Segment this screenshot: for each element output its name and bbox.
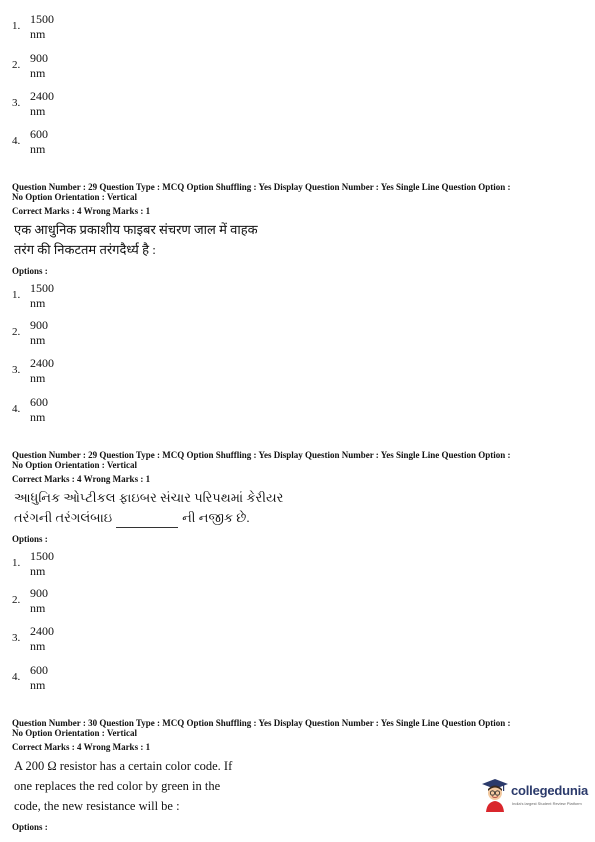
option-value: 1500 nm bbox=[30, 549, 54, 578]
collegedunia-logo bbox=[481, 777, 591, 817]
option-number: 3. bbox=[12, 97, 21, 109]
option-value: 900 nm bbox=[30, 586, 48, 615]
option-value: 600 nm bbox=[30, 127, 48, 156]
option-value: 2400 nm bbox=[30, 624, 54, 653]
meta-line: No Option Orientation : Vertical bbox=[12, 192, 137, 202]
option-value: 1500 nm bbox=[30, 12, 54, 41]
question-text bbox=[14, 220, 258, 260]
question-meta bbox=[12, 182, 587, 202]
question-text-fragment: તરંગની તરંગલંબાઇ bbox=[14, 510, 113, 525]
option-value: 600 nm bbox=[30, 395, 48, 424]
option-number: 2. bbox=[12, 594, 21, 606]
answer-blank bbox=[116, 513, 178, 528]
option-number: 4. bbox=[12, 135, 21, 147]
option-number: 3. bbox=[12, 632, 21, 644]
meta-line: Question Number : 30 Question Type : MCQ Option Shuffling : Yes Display Question Number : Yes Single Line Question Option : bbox=[12, 718, 511, 728]
option-value: 2400 nm bbox=[30, 356, 54, 385]
option-number: 1. bbox=[12, 20, 21, 32]
option-value: 1500 nm bbox=[30, 281, 54, 310]
question-text-fragment: ની નજીક છે. bbox=[182, 510, 250, 525]
option-number: 4. bbox=[12, 671, 21, 683]
student-avatar-icon bbox=[481, 777, 509, 813]
options-label: Options : bbox=[12, 266, 48, 276]
option-value: 900 nm bbox=[30, 318, 48, 347]
option-value: 600 nm bbox=[30, 663, 48, 692]
question-marks: Correct Marks : 4 Wrong Marks : 1 bbox=[12, 206, 151, 216]
meta-line: No Option Orientation : Vertical bbox=[12, 728, 137, 738]
meta-line: Question Number : 29 Question Type : MCQ Option Shuffling : Yes Display Question Number : Yes Single Line Question Option : bbox=[12, 450, 511, 460]
question-text bbox=[14, 756, 232, 816]
option-value: 900 nm bbox=[30, 51, 48, 80]
option-number: 4. bbox=[12, 403, 21, 415]
question-text-line: एक आधुनिक प्रकाशीय फाइबर संचरण जाल में वाहक bbox=[14, 222, 258, 237]
question-text-line: code, the new resistance will be : bbox=[14, 799, 180, 813]
brand-name: collegedunia bbox=[511, 783, 589, 798]
question-text-line: तरंग की निकटतम तरंगदैर्ध्य है : bbox=[14, 242, 156, 257]
option-number: 1. bbox=[12, 557, 21, 569]
options-label: Options : bbox=[12, 534, 48, 544]
options-label: Options : bbox=[12, 822, 48, 832]
question-text-line bbox=[14, 508, 283, 528]
question-text-line: one replaces the red color by green in the bbox=[14, 779, 221, 793]
meta-line: No Option Orientation : Vertical bbox=[12, 460, 137, 470]
question-text-line: આધુનિક ઓપ્ટીકલ ફાઇબર સંચાર પરિપથમાં કેરીયર bbox=[14, 490, 284, 505]
question-marks: Correct Marks : 4 Wrong Marks : 1 bbox=[12, 742, 151, 752]
option-value: 2400 nm bbox=[30, 89, 54, 118]
option-number: 2. bbox=[12, 59, 21, 71]
question-meta bbox=[12, 718, 587, 738]
option-number: 1. bbox=[12, 289, 21, 301]
question-meta bbox=[12, 450, 587, 470]
question-text bbox=[14, 488, 283, 528]
meta-line: Question Number : 29 Question Type : MCQ Option Shuffling : Yes Display Question Number : Yes Single Line Question Option : bbox=[12, 182, 511, 192]
brand-tagline: India's largest Student Review Platform bbox=[512, 801, 582, 806]
option-number: 2. bbox=[12, 326, 21, 338]
question-text-line: A 200 Ω resistor has a certain color code. If bbox=[14, 759, 233, 773]
option-number: 3. bbox=[12, 364, 21, 376]
question-marks: Correct Marks : 4 Wrong Marks : 1 bbox=[12, 474, 151, 484]
